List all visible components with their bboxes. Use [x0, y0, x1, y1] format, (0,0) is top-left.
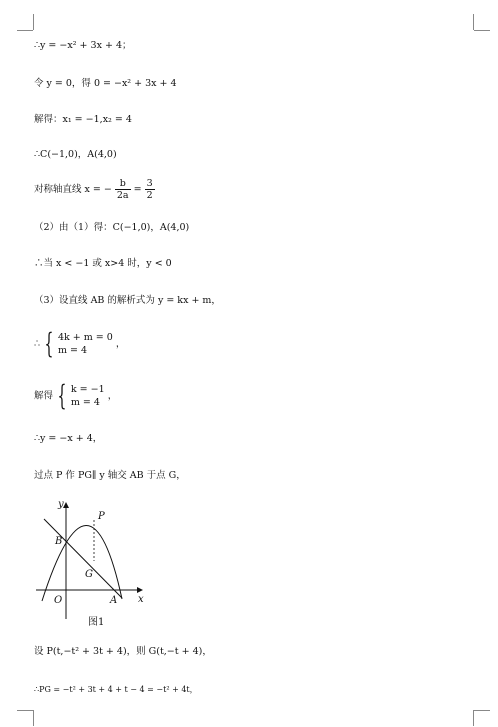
solution-line-3: 解得：x₁ = −1,x₂ = 4	[34, 114, 132, 125]
system-eq-2: m = 4	[57, 345, 87, 356]
symmetry-axis-text: 对称轴直线 x = −	[34, 184, 112, 195]
label-y: y	[58, 499, 64, 510]
corner-mark-bottom-right-v	[473, 710, 474, 726]
left-brace: {	[44, 327, 54, 360]
solution-line-4: ∴C(−1,0)，A(4,0)	[34, 149, 117, 160]
solution-line-inequality: ∴当 x < −1 或 x>4 时，y < 0	[34, 258, 172, 269]
label-origin: O	[54, 595, 63, 606]
solution-line-line-eq: ∴y = −x + 4，	[34, 433, 103, 444]
corner-mark-top-left-v	[33, 14, 34, 30]
system-eq-1: 4k + m = 0	[57, 332, 113, 343]
symmetry-axis-line	[34, 178, 155, 201]
corner-mark-bottom-left-h	[17, 710, 33, 711]
label-point-p: P	[98, 511, 105, 522]
solution-line-2: 令 y = 0，得 0 = −x² + 3x + 4	[34, 78, 177, 89]
system-tail: ，	[115, 338, 126, 350]
system-eq-2: m = 4	[70, 397, 100, 408]
figure-caption: 图1	[88, 617, 105, 628]
figure-1-graph	[30, 497, 160, 632]
fraction-numerator: 3	[146, 178, 153, 189]
label-point-a: A	[110, 595, 118, 606]
fraction-denominator: 2	[146, 190, 153, 201]
solution-line-part3: （3）设直线 AB 的解析式为 y = kx + m，	[34, 295, 221, 306]
system-equations	[71, 383, 105, 409]
therefore-symbol: ∴	[34, 338, 41, 350]
corner-mark-top-left-h	[17, 30, 33, 31]
corner-mark-bottom-left-v	[33, 710, 34, 726]
corner-mark-top-right-h	[474, 30, 490, 31]
line-ab	[44, 519, 122, 598]
solve-label: 解得	[34, 390, 54, 402]
label-x: x	[138, 594, 144, 605]
solution-line-construct: 过点 P 作 PG∥ y 轴交 AB 于点 G，	[34, 470, 186, 481]
equation-system-1	[34, 327, 126, 360]
fraction-denominator: 2a	[116, 190, 129, 201]
equation-system-2	[34, 379, 118, 412]
solution-line-set-p: 设 P(t,−t² + 3t + 4)，则 G(t,−t + 4)，	[34, 646, 212, 657]
label-point-g: G	[85, 569, 93, 580]
system-equations	[58, 331, 113, 357]
fraction-b-over-2a	[115, 178, 131, 201]
equals-sign: =	[133, 184, 142, 195]
solution-line-part2: （2）由（1）得：C(−1,0)，A(4,0)	[34, 222, 190, 233]
fraction-numerator: b	[115, 178, 131, 190]
corner-mark-top-right-v	[473, 14, 474, 30]
solution-line-pg: ∴PG = −t² + 3t + 4 + t − 4 = −t² + 4t，	[34, 685, 198, 694]
fraction-three-halves	[145, 178, 155, 201]
corner-mark-bottom-right-h	[474, 710, 490, 711]
system-tail: ，	[107, 390, 118, 402]
left-brace: {	[57, 379, 67, 412]
label-point-b: B	[55, 536, 63, 547]
solution-line-1: ∴y = −x² + 3x + 4；	[34, 40, 132, 51]
system-eq-1: k = −1	[70, 384, 105, 395]
